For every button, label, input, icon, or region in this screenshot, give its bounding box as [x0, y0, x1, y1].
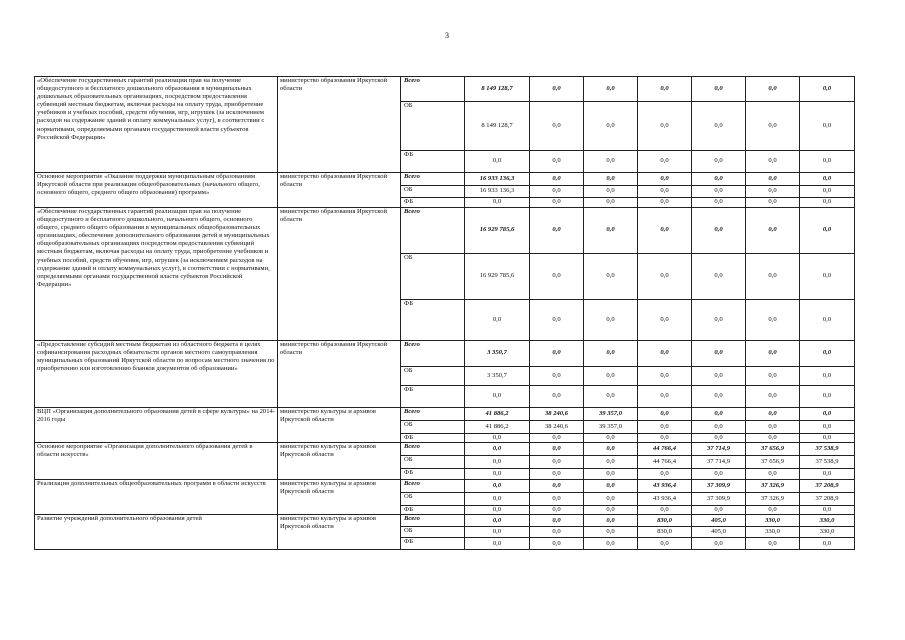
amount-cell: 0,0: [746, 77, 800, 102]
amount-cell: 8 149 128,7: [465, 77, 530, 102]
amount-cell: 0,0: [638, 506, 692, 515]
funding-source-cell: ОБ: [401, 456, 465, 469]
activity-name-cell: ВЦП «Организация дополнительного образования детей в сфере культуры» на 2014-2016 годы: [35, 408, 278, 443]
funding-source-cell: ОБ: [401, 527, 465, 538]
amount-cell: 0,0: [746, 186, 800, 198]
amount-cell: 39 357,0: [584, 408, 638, 421]
amount-cell: 0,0: [692, 186, 746, 198]
responsible-cell: министерство образования Иркутской области: [278, 341, 401, 408]
amount-cell: 0,0: [746, 198, 800, 208]
amount-cell: 0,0: [465, 151, 530, 173]
amount-cell: 0,0: [638, 254, 692, 300]
amount-cell: 0,0: [638, 151, 692, 173]
amount-cell: 0,0: [530, 77, 584, 102]
amount-cell: 38 240,6: [530, 421, 584, 434]
amount-cell: 0,0: [800, 300, 855, 341]
amount-cell: 0,0: [692, 386, 746, 408]
amount-cell: 3 350,7: [465, 367, 530, 386]
amount-cell: 37 326,9: [746, 493, 800, 506]
amount-cell: 0,0: [692, 434, 746, 443]
amount-cell: 0,0: [638, 367, 692, 386]
amount-cell: 0,0: [692, 469, 746, 480]
amount-cell: 0,0: [800, 367, 855, 386]
funding-source-cell: Всего: [401, 77, 465, 102]
amount-cell: 0,0: [530, 538, 584, 550]
amount-cell: 0,0: [638, 173, 692, 186]
amount-cell: 0,0: [530, 254, 584, 300]
funding-source-cell: ФБ: [401, 469, 465, 480]
amount-cell: 0,0: [746, 386, 800, 408]
amount-cell: 37 309,9: [692, 493, 746, 506]
amount-cell: 0,0: [530, 434, 584, 443]
amount-cell: 0,0: [800, 341, 855, 367]
amount-cell: 0,0: [638, 300, 692, 341]
activity-name-cell: Основное мероприятие «Организация дополнительного образования детей в области искусств»: [35, 443, 278, 480]
amount-cell: 0,0: [584, 506, 638, 515]
amount-cell: 38 240,6: [530, 408, 584, 421]
activity-name-cell: Основное мероприятие «Оказание поддержки муниципальным образованиям Иркутской области при реализации общеобразовательных (начального общего, основного общего, среднего общего образования) программ»: [35, 173, 278, 208]
amount-cell: 37 538,9: [800, 456, 855, 469]
table-row: [35, 408, 855, 421]
table-row: [35, 173, 855, 186]
amount-cell: 0,0: [746, 151, 800, 173]
amount-cell: 0,0: [530, 527, 584, 538]
amount-cell: 0,0: [746, 538, 800, 550]
amount-cell: 0,0: [530, 151, 584, 173]
activity-name-cell: «Предоставление субсидий местным бюджетам из областного бюджета в целях софинансирования расходных обязательств органов местного самоуправления муниципальных образований Иркутской области по вопросам местного значения по приобретению или изготовлению бланков документов об образовании»: [35, 341, 278, 408]
amount-cell: 37 656,9: [746, 443, 800, 456]
amount-cell: 0,0: [584, 254, 638, 300]
amount-cell: 37 714,9: [692, 456, 746, 469]
amount-cell: 0,0: [638, 186, 692, 198]
amount-cell: 0,0: [692, 208, 746, 254]
amount-cell: 0,0: [584, 186, 638, 198]
amount-cell: 0,0: [465, 538, 530, 550]
responsible-cell: министерство культуры и архивов Иркутской области: [278, 443, 401, 480]
amount-cell: 830,0: [638, 515, 692, 527]
amount-cell: 0,0: [692, 367, 746, 386]
responsible-cell: министерство образования Иркутской области: [278, 173, 401, 208]
amount-cell: 0,0: [638, 341, 692, 367]
funding-source-cell: ОБ: [401, 102, 465, 151]
amount-cell: 0,0: [638, 77, 692, 102]
responsible-cell: министерство культуры и архивов Иркутской области: [278, 515, 401, 550]
amount-cell: 44 766,4: [638, 443, 692, 456]
funding-source-cell: ФБ: [401, 506, 465, 515]
amount-cell: 0,0: [584, 208, 638, 254]
amount-cell: 39 357,0: [584, 421, 638, 434]
amount-cell: 0,0: [584, 493, 638, 506]
activity-name-cell: «Обеспечение государственных гарантий реализации прав на получение общедоступного и бесплатного дошкольного, начального общего, основного общего, среднего общего образования в муниципальных общеобразовательных организациях, обеспечение дополнительного образования детей в муниципальных общеобразовательных организациях посредством предоставления субвенций местным бюджетам, включая расходы на оплату труда, приобретение учебников и учебных пособий, средств обучения, игр, игрушек (за исключением расходов на содержание зданий и оплату коммунальных услуг), в соответствии с нормативами, определяемыми органами государственной власти субъектов Российской Федерации»: [35, 208, 278, 341]
amount-cell: 0,0: [584, 443, 638, 456]
amount-cell: 0,0: [584, 173, 638, 186]
amount-cell: 0,0: [530, 469, 584, 480]
amount-cell: 0,0: [465, 198, 530, 208]
amount-cell: 0,0: [530, 341, 584, 367]
amount-cell: 0,0: [465, 493, 530, 506]
responsible-cell: министерство образования Иркутской области: [278, 77, 401, 173]
amount-cell: 0,0: [800, 386, 855, 408]
amount-cell: 0,0: [584, 480, 638, 493]
funding-source-cell: Всего: [401, 208, 465, 254]
amount-cell: 330,0: [800, 515, 855, 527]
activity-name-cell: Реализация дополнительных общеобразовательных программ в области искусств: [35, 480, 278, 515]
amount-cell: 37 208,9: [800, 493, 855, 506]
amount-cell: 0,0: [638, 434, 692, 443]
amount-cell: 0,0: [692, 254, 746, 300]
amount-cell: 41 886,2: [465, 408, 530, 421]
amount-cell: 43 936,4: [638, 493, 692, 506]
amount-cell: 0,0: [800, 173, 855, 186]
activity-name-cell: «Обеспечение государственных гарантий реализации прав на получение общедоступного и бесплатного дошкольного образования в муниципальных дошкольных образовательных организациях, посредством предоставления субвенций местным бюджетам, включая расходы на оплату труда, приобретение учебников и учебных пособий, средств обучения, игр, игрушек (за исключением расходов на содержание зданий и оплату коммунальных услуг), в соответствии с нормативами, определяемыми органами государственной власти субъектов Российской Федерации»: [35, 77, 278, 173]
funding-source-cell: ОБ: [401, 421, 465, 434]
amount-cell: 0,0: [692, 408, 746, 421]
amount-cell: 405,0: [692, 515, 746, 527]
amount-cell: 0,0: [692, 341, 746, 367]
amount-cell: 0,0: [692, 506, 746, 515]
amount-cell: 0,0: [530, 186, 584, 198]
amount-cell: 0,0: [746, 102, 800, 151]
amount-cell: 0,0: [530, 300, 584, 341]
amount-cell: 0,0: [638, 198, 692, 208]
table-row: [35, 77, 855, 102]
funding-source-cell: Всего: [401, 515, 465, 527]
activity-name-cell: Развитие учреждений дополнительного образования детей: [35, 515, 278, 550]
amount-cell: 0,0: [800, 434, 855, 443]
amount-cell: 0,0: [638, 408, 692, 421]
amount-cell: 37 538,9: [800, 443, 855, 456]
amount-cell: 330,0: [746, 515, 800, 527]
funding-source-cell: Всего: [401, 443, 465, 456]
amount-cell: 0,0: [584, 102, 638, 151]
budget-table: [34, 76, 855, 550]
amount-cell: 16 933 136,3: [465, 186, 530, 198]
funding-source-cell: ФБ: [401, 151, 465, 173]
funding-source-cell: ОБ: [401, 186, 465, 198]
amount-cell: 0,0: [746, 421, 800, 434]
amount-cell: 0,0: [584, 434, 638, 443]
funding-source-cell: Всего: [401, 341, 465, 367]
amount-cell: 0,0: [746, 341, 800, 367]
amount-cell: 0,0: [800, 77, 855, 102]
amount-cell: 330,0: [800, 527, 855, 538]
responsible-cell: министерство культуры и архивов Иркутской области: [278, 480, 401, 515]
amount-cell: 0,0: [584, 341, 638, 367]
amount-cell: 0,0: [800, 538, 855, 550]
amount-cell: 0,0: [530, 102, 584, 151]
amount-cell: 0,0: [800, 506, 855, 515]
amount-cell: 0,0: [584, 386, 638, 408]
amount-cell: 0,0: [584, 527, 638, 538]
amount-cell: 0,0: [465, 515, 530, 527]
funding-source-cell: ФБ: [401, 434, 465, 443]
amount-cell: 0,0: [465, 443, 530, 456]
amount-cell: 0,0: [465, 527, 530, 538]
responsible-cell: министерство культуры и архивов Иркутской области: [278, 408, 401, 443]
amount-cell: 0,0: [800, 254, 855, 300]
amount-cell: 0,0: [692, 102, 746, 151]
amount-cell: 0,0: [638, 469, 692, 480]
amount-cell: 0,0: [530, 443, 584, 456]
funding-source-cell: ФБ: [401, 538, 465, 550]
amount-cell: 0,0: [530, 367, 584, 386]
amount-cell: 0,0: [638, 208, 692, 254]
amount-cell: 0,0: [530, 386, 584, 408]
amount-cell: 0,0: [584, 469, 638, 480]
funding-source-cell: ФБ: [401, 300, 465, 341]
amount-cell: 44 766,4: [638, 456, 692, 469]
amount-cell: 0,0: [584, 151, 638, 173]
amount-cell: 37 208,9: [800, 480, 855, 493]
amount-cell: 0,0: [746, 506, 800, 515]
amount-cell: 0,0: [638, 102, 692, 151]
amount-cell: 0,0: [584, 515, 638, 527]
amount-cell: 0,0: [584, 456, 638, 469]
amount-cell: 0,0: [530, 456, 584, 469]
amount-cell: 0,0: [746, 434, 800, 443]
amount-cell: 0,0: [530, 515, 584, 527]
amount-cell: 0,0: [465, 456, 530, 469]
amount-cell: 0,0: [692, 151, 746, 173]
amount-cell: 16 933 136,3: [465, 173, 530, 186]
amount-cell: 0,0: [530, 506, 584, 515]
amount-cell: 0,0: [465, 480, 530, 493]
amount-cell: 0,0: [584, 300, 638, 341]
table-row: [35, 208, 855, 254]
amount-cell: 0,0: [465, 300, 530, 341]
table-row: [35, 515, 855, 527]
amount-cell: 330,0: [746, 527, 800, 538]
amount-cell: 0,0: [746, 367, 800, 386]
amount-cell: 3 350,7: [465, 341, 530, 367]
amount-cell: 16 929 785,6: [465, 208, 530, 254]
amount-cell: 0,0: [800, 151, 855, 173]
amount-cell: 830,0: [638, 527, 692, 538]
amount-cell: 0,0: [800, 186, 855, 198]
funding-source-cell: ФБ: [401, 198, 465, 208]
amount-cell: 0,0: [800, 469, 855, 480]
page-number: 3: [445, 31, 449, 40]
funding-source-cell: ФБ: [401, 386, 465, 408]
amount-cell: 0,0: [692, 77, 746, 102]
amount-cell: 0,0: [746, 300, 800, 341]
amount-cell: 0,0: [800, 208, 855, 254]
table-row: [35, 443, 855, 456]
table-row: [35, 480, 855, 493]
amount-cell: 41 886,2: [465, 421, 530, 434]
amount-cell: 0,0: [638, 386, 692, 408]
amount-cell: 0,0: [800, 421, 855, 434]
amount-cell: 0,0: [692, 173, 746, 186]
amount-cell: 405,0: [692, 527, 746, 538]
amount-cell: 16 929 785,6: [465, 254, 530, 300]
amount-cell: 0,0: [692, 300, 746, 341]
amount-cell: 0,0: [530, 493, 584, 506]
amount-cell: 37 309,9: [692, 480, 746, 493]
amount-cell: 37 714,9: [692, 443, 746, 456]
amount-cell: 0,0: [530, 208, 584, 254]
responsible-cell: министерство образования Иркутской области: [278, 208, 401, 341]
amount-cell: 0,0: [800, 102, 855, 151]
amount-cell: 0,0: [465, 506, 530, 515]
amount-cell: 0,0: [584, 77, 638, 102]
amount-cell: 0,0: [584, 538, 638, 550]
funding-source-cell: Всего: [401, 480, 465, 493]
funding-source-cell: ОБ: [401, 493, 465, 506]
amount-cell: 0,0: [692, 421, 746, 434]
funding-source-cell: Всего: [401, 173, 465, 186]
table-row: [35, 341, 855, 367]
amount-cell: 0,0: [465, 386, 530, 408]
amount-cell: 0,0: [800, 198, 855, 208]
amount-cell: 0,0: [584, 198, 638, 208]
amount-cell: 43 936,4: [638, 480, 692, 493]
amount-cell: 0,0: [530, 198, 584, 208]
amount-cell: 0,0: [746, 208, 800, 254]
amount-cell: 0,0: [584, 367, 638, 386]
funding-source-cell: ОБ: [401, 367, 465, 386]
amount-cell: 0,0: [746, 469, 800, 480]
amount-cell: 37 326,9: [746, 480, 800, 493]
amount-cell: 0,0: [638, 538, 692, 550]
amount-cell: 0,0: [530, 173, 584, 186]
amount-cell: 37 656,9: [746, 456, 800, 469]
amount-cell: 0,0: [692, 198, 746, 208]
amount-cell: 0,0: [692, 538, 746, 550]
amount-cell: 0,0: [465, 434, 530, 443]
amount-cell: 0,0: [746, 254, 800, 300]
funding-source-cell: ОБ: [401, 254, 465, 300]
amount-cell: 0,0: [465, 469, 530, 480]
funding-source-cell: Всего: [401, 408, 465, 421]
amount-cell: 8 149 128,7: [465, 102, 530, 151]
table-body: [35, 77, 855, 550]
amount-cell: 0,0: [746, 408, 800, 421]
amount-cell: 0,0: [800, 408, 855, 421]
amount-cell: 0,0: [746, 173, 800, 186]
amount-cell: 0,0: [638, 421, 692, 434]
amount-cell: 0,0: [530, 480, 584, 493]
